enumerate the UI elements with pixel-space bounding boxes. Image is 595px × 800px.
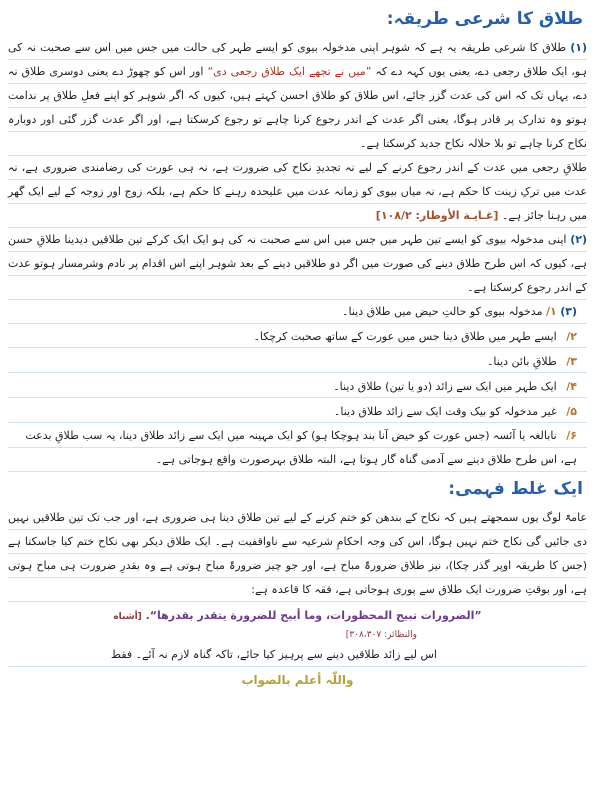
item-marker: ۴/ — [566, 380, 577, 393]
paragraph-number: (۱) — [570, 41, 587, 54]
item-marker: ۶/ — [566, 429, 577, 442]
paragraph-number: (۳) — [560, 305, 577, 318]
list-item — [8, 324, 587, 349]
item-marker: ۱/ — [545, 305, 557, 318]
item-marker: ۳/ — [566, 355, 577, 368]
list-item — [8, 374, 587, 399]
closing-phrase: واللّٰہ أعلم بالصواب — [241, 673, 354, 687]
paragraph-text: طلاقِ رجعی میں عدت کے اندر رجوع کرنے کے لیے نہ تجدیدِ نکاح کی ضرورت ہے، نہ ہی عورت کی رضامندی ضروری ہے، نہ عدت میں ترکِ زینت کا حکم ہے، نہ میاں بیوی کو زمانہ عدت میں علیحدہ رہنے کا حکم ہے، بلکہ زوج اور زوجہ کے لیے ایک گھر میں رہنا جائز ہے۔ — [8, 161, 587, 222]
item-marker: ۵/ — [566, 405, 577, 418]
paragraph-text: طلاق کا شرعی طریقہ یہ ہے کہ شوہر اپنی مدخولہ بیوی کو ایسے طہر کی حالت میں جس میں اس سے صحبت نہ کی ہو، ایک طلاق رجعی دے، یعنی یوں کہہ دے کہ — [8, 41, 587, 78]
item-text: غیر مدخولہ کو بیک وقت ایک سے زائد طلاق دینا۔ — [333, 405, 557, 418]
paragraph-3 — [8, 228, 587, 300]
list-item — [8, 300, 587, 324]
concluding-line: اس لیے زائد طلاقیں دینے سے پرہیز کیا جائے، تاکہ گناہ لازم نہ آئے۔ فقط — [8, 643, 587, 667]
paragraph-4: عامۃً لوگ یوں سمجھتے ہیں کہ نکاح کے بندھن کو ختم کرنے کے لیے تین طلاق دینا ہی ضروری ہے، اور جب تک تین طلاقیں نہیں دی جائیں گی نکاح ختم نہیں ہوگا، اس کی وجہ احکامِ شرعیہ سے ناواقفیت ہے۔ ایک طلاق دیکر بھی نکاح ختم کیا جاسکتا ہے (جس کا طریقہ اوپر گذر چکا)، نیز طلاق ضرورۃً مباح ہے، اور جو چیز ضرورۃً مباح ہوتی ہے وہ بقدرِ ضرورت ہی مباح ہوتی ہے، اور بوقتِ ضرورت ایک طلاق سے پوری ہوجاتی ہے، فقہ کا قاعدہ ہے: — [8, 506, 587, 602]
list-item — [8, 424, 587, 472]
paragraph-number: (۲) — [570, 233, 587, 246]
item-text: مدخولہ بیوی کو حالتِ حیض میں طلاق دینا۔ — [342, 305, 543, 318]
paragraph-1 — [8, 36, 587, 156]
paragraph-text: اور اس کو چھوڑ دے یعنی دوسری طلاق نہ دے، یہاں تک کہ اس کی عدت گزر جائے، اس طلاق کو طلاق احسن کہتے ہیں، کیوں کہ اگر شوہر کو اپنے فعلِ طلاق پر ندامت ہوتو وہ تدارک پر قادر ہوگا، یعنی اگر عدت کے اندر رجوع کرنا چاہے تو رجوع کرسکتا ہے، اور اگر عدت گزر گئی اور دوبارہ نکاح کرنا چاہے تو بلا حلالہ نکاح جدید کرسکتا ہے۔ — [8, 65, 587, 150]
item-text: نابالغہ یا آئسہ (جس عورت کو حیض آنا بند ہوچکا ہو) کو ایک مہینہ میں ایک سے زائد طلاق دینا، یہ سب طلاقِ بدعت ہے، اس طرح طلاق دینے سے آدمی گناہ گار ہوتا ہے، البتہ طلاق بہرصورت واقع ہوجاتی ہے۔ — [25, 429, 577, 466]
maxim-source-continued: والنظائر: ۳۰۸،۳۰۷] — [345, 630, 417, 640]
paragraph-2 — [8, 156, 587, 228]
item-text: ایسے طہر میں طلاق دینا جس میں عورت کے ساتھ صحبت کرچکا۔ — [253, 330, 557, 343]
reference-citation: [غـایـة الأوطار: ۱۰۸/۲] — [375, 209, 499, 222]
arabic-maxim — [8, 606, 587, 627]
maxim-source: [أشباه — [113, 612, 142, 622]
maxim-text: ”الضرورات تبیح المحظورات، وما أبیح للضرورة یتقدر بقدرها“. — [145, 609, 482, 622]
item-text: ایک طہر میں ایک سے زائد (دو یا تین) طلاق دینا۔ — [333, 380, 557, 393]
list-item — [8, 399, 587, 424]
paragraph-text: اپنی مدخولہ بیوی کو ایسے تین طہر میں جس میں اس سے صحبت نہ کی ہو ایک ایک کرکے تین طلاقیں دیدینا طلاقِ حسن ہے، کیوں کہ اس طرح طلاق دینے کی صورت میں اگر دو طلاقیں دینے کے بعد شوہر اپنے اس اقدام پر نادم وشرمسار ہوتو عدت کے اندر رجوع کرسکتا ہے۔ — [8, 233, 587, 294]
item-marker: ۲/ — [566, 330, 577, 343]
section-heading-misconception: ایک غلط فہمی: — [448, 479, 583, 499]
item-text: طلاقِ بائن دینا۔ — [486, 355, 557, 368]
quoted-phrase: ”میں نے تجھے ایک طلاق رجعی دی“ — [207, 65, 372, 78]
section-heading-shari-method: طلاق کا شرعی طریقہ: — [386, 9, 583, 29]
list-item — [8, 349, 587, 374]
